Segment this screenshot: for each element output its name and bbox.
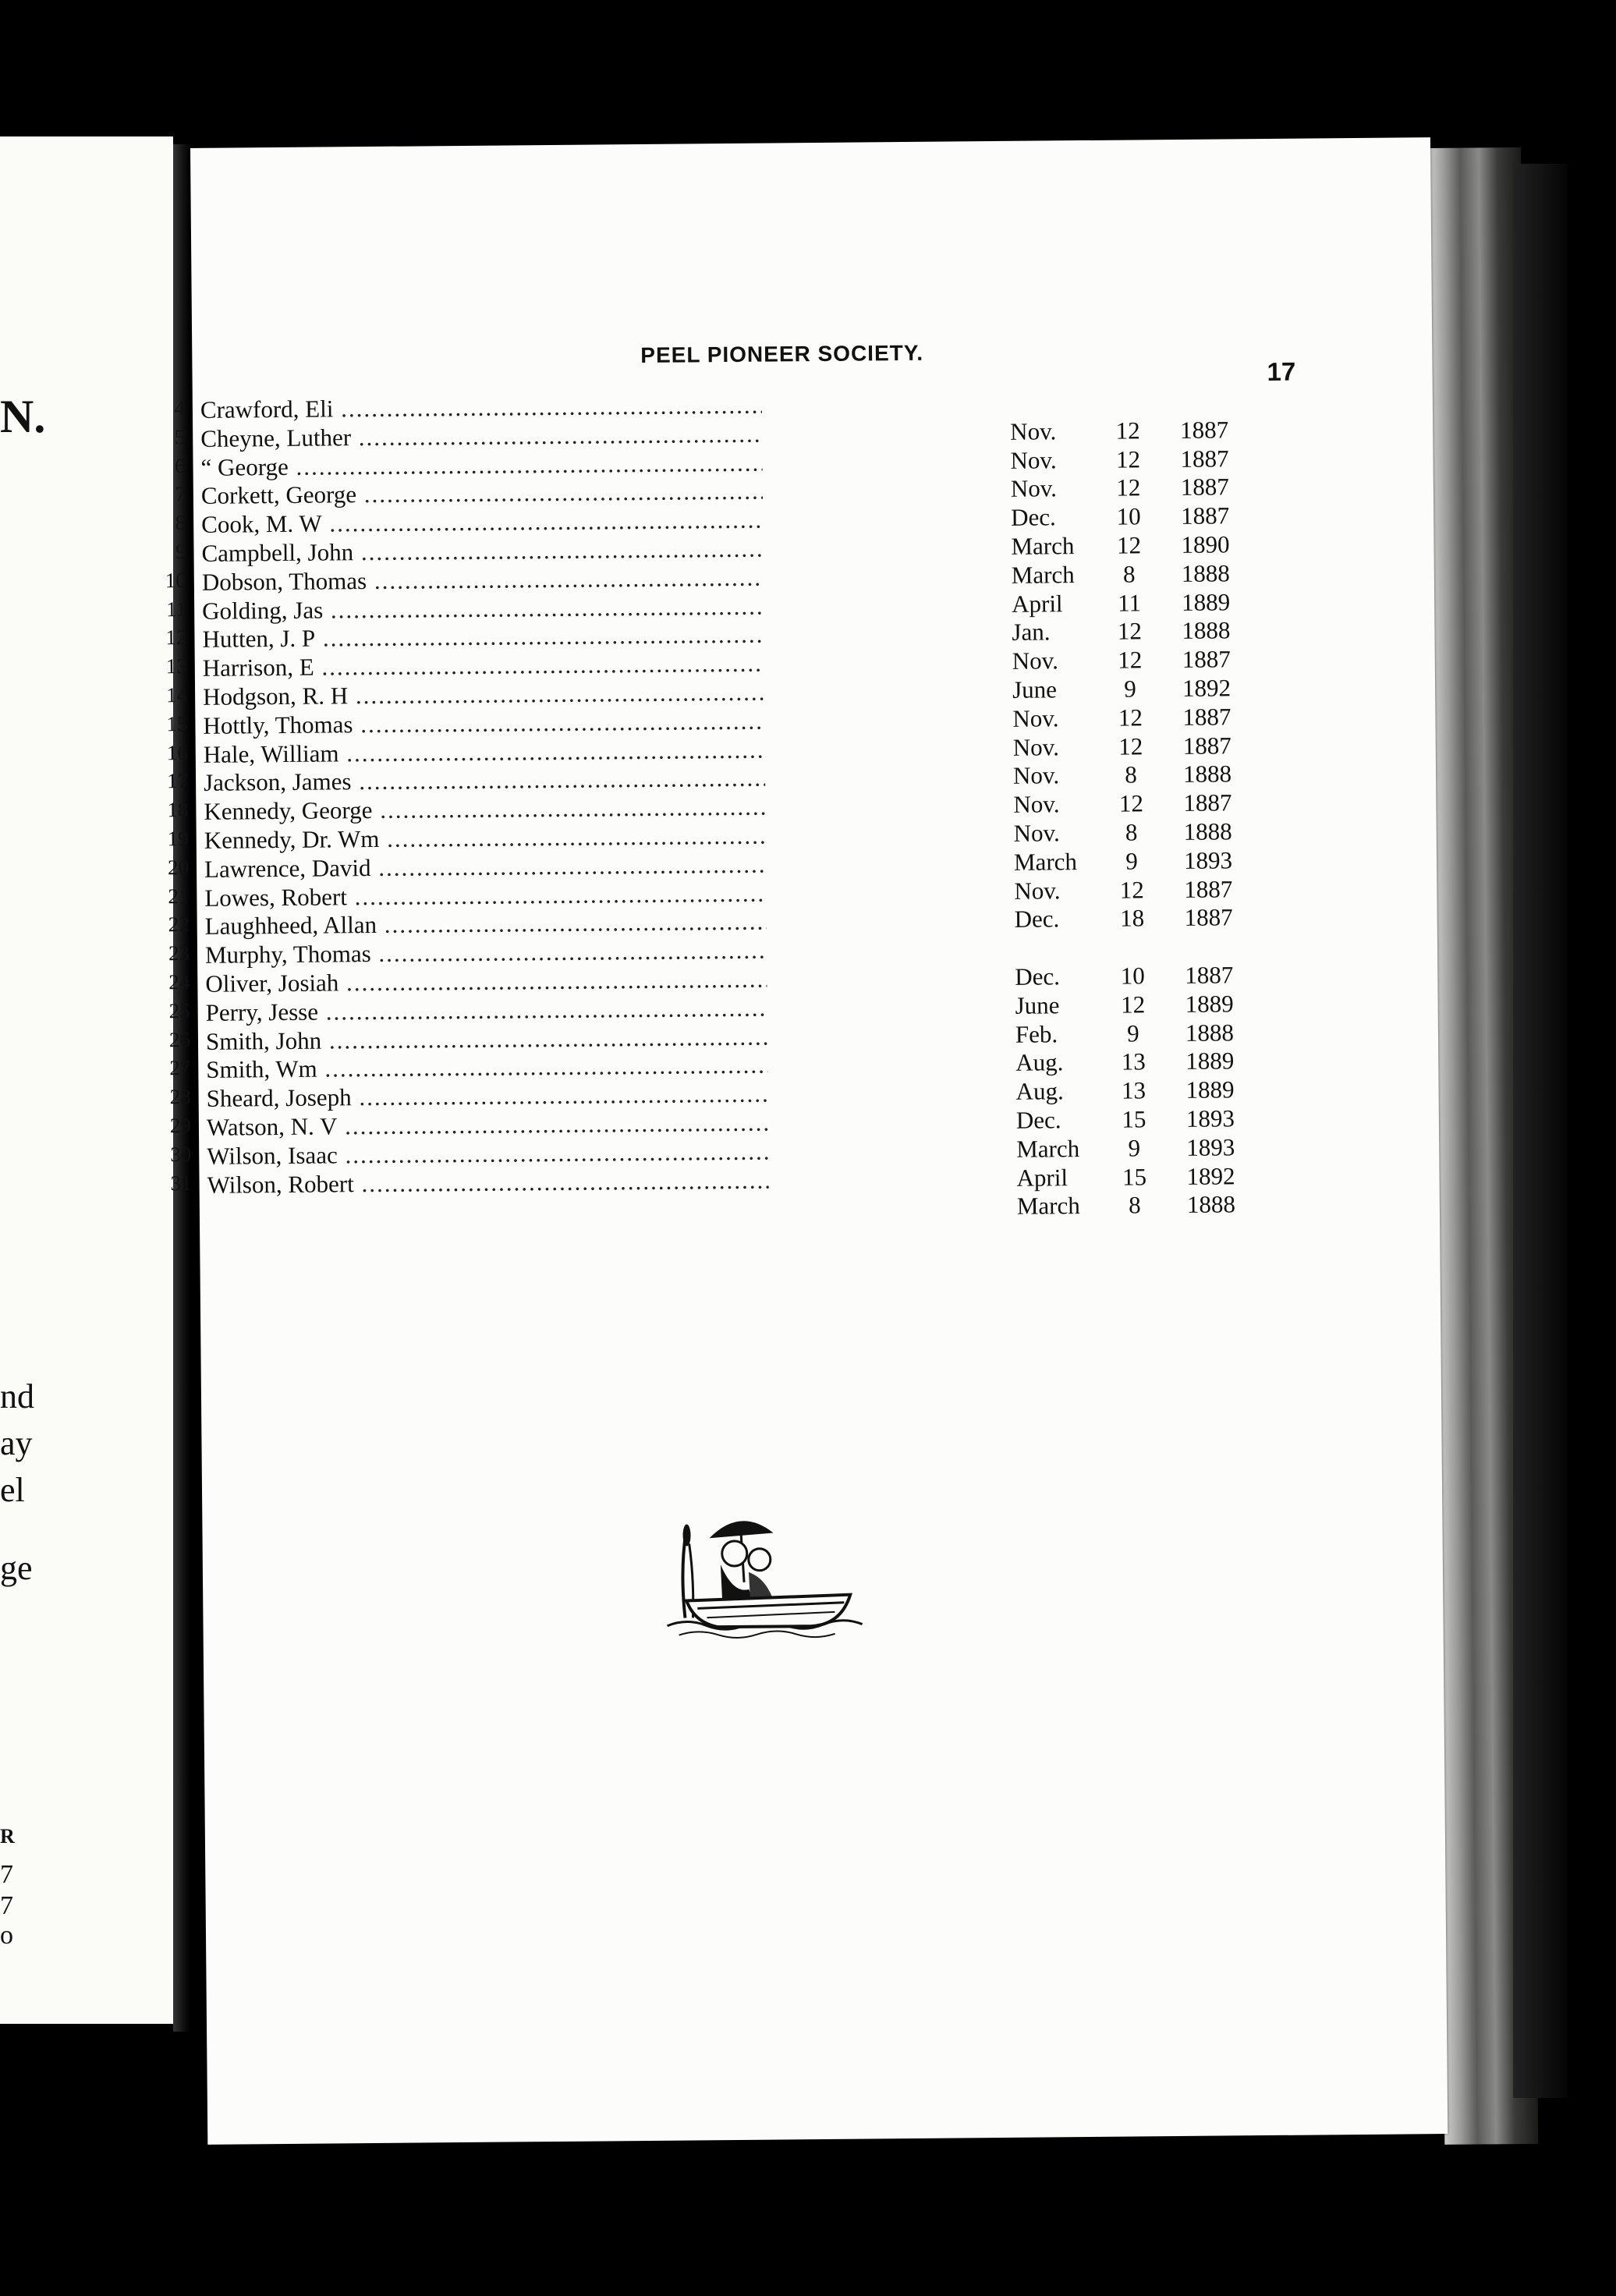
- roster-year: 1887: [1184, 903, 1233, 932]
- roster-num: 30: [170, 1142, 192, 1166]
- roster-day: 12: [1118, 703, 1143, 732]
- roster-num: 22: [168, 912, 190, 937]
- roster-num: 19: [167, 827, 189, 851]
- roster-num: 18: [167, 798, 189, 822]
- roster-day: 8: [1128, 1191, 1141, 1219]
- roster-day: 12: [1115, 445, 1141, 473]
- left-page-text: o: [0, 1921, 13, 1950]
- roster-year: 1887: [1185, 961, 1234, 989]
- roster-year: 1888: [1182, 760, 1232, 788]
- roster-month: June: [1015, 991, 1060, 1019]
- roster-name: Hale, William .....: [204, 735, 765, 768]
- roster-year: 1887: [1181, 501, 1230, 530]
- roster-month: Nov.: [1013, 819, 1060, 847]
- roster-month: Nov.: [1010, 474, 1058, 503]
- roster-num: 25: [168, 998, 190, 1023]
- roster-num: 13: [165, 654, 187, 679]
- roster-name: Murphy, Thomas .....: [205, 937, 767, 969]
- roster-num: 21: [168, 884, 190, 908]
- roster-num: 12: [165, 625, 187, 650]
- roster-day: 9: [1124, 675, 1136, 703]
- roster-name: Jackson, James .....: [204, 764, 765, 797]
- page-number: 17: [1267, 356, 1296, 386]
- member-roster: [152, 387, 1251, 1228]
- roster-day: 12: [1116, 473, 1141, 502]
- roster-num: 8: [175, 511, 186, 535]
- roster-year: 1890: [1181, 530, 1230, 558]
- roster-year: 1893: [1185, 1104, 1235, 1132]
- roster-year: 1887: [1183, 788, 1232, 817]
- roster-month: Jan.: [1012, 618, 1051, 647]
- roster-year: 1887: [1182, 645, 1231, 674]
- roster-year: 1888: [1186, 1190, 1236, 1219]
- roster-name: Smith, John .....: [206, 1022, 767, 1055]
- roster-day: 9: [1127, 1019, 1139, 1047]
- roster-year: 1887: [1184, 874, 1233, 903]
- roster-day: 13: [1121, 1076, 1146, 1104]
- roster-num: 26: [168, 1027, 191, 1051]
- roster-day: 9: [1125, 847, 1138, 875]
- left-page-text: R: [0, 1825, 15, 1848]
- roster-num: 31: [170, 1171, 192, 1195]
- left-page-text: 7: [0, 1860, 13, 1889]
- roster-day: 8: [1125, 818, 1138, 846]
- left-page-text: nd: [0, 1377, 34, 1416]
- roster-name: Cook, M. W .....: [201, 506, 763, 539]
- roster-year: 1887: [1180, 444, 1229, 473]
- book-cover-edge: [1513, 164, 1568, 2098]
- roster-day: 9: [1128, 1134, 1141, 1162]
- roster-year: 1888: [1182, 616, 1231, 645]
- roster-day: 12: [1118, 789, 1144, 817]
- roster-month: June: [1012, 675, 1058, 703]
- roster-month: Nov.: [1012, 732, 1060, 761]
- roster-month: Dec.: [1015, 1106, 1061, 1134]
- roster-name: “ George .....: [200, 448, 762, 481]
- roster-name: Golding, Jas .....: [202, 592, 764, 625]
- roster-year: 1892: [1186, 1161, 1235, 1190]
- roster-month: March: [1016, 1192, 1080, 1221]
- roster-month: Nov.: [1010, 417, 1057, 445]
- roster-name: Hutten, J. P .....: [202, 621, 764, 654]
- roster-name: Kennedy, Dr. Wm .....: [204, 822, 766, 855]
- roster-year: 1887: [1180, 473, 1229, 501]
- roster-year: 1889: [1185, 990, 1234, 1018]
- roster-month: March: [1013, 847, 1078, 876]
- left-page-fragment: [0, 136, 173, 2024]
- roster-day: 10: [1116, 502, 1141, 530]
- roster-name: Oliver, Josiah .....: [205, 966, 767, 998]
- roster-num: 28: [169, 1085, 191, 1109]
- roster-year: 1887: [1180, 416, 1229, 444]
- roster-day: 13: [1121, 1047, 1146, 1075]
- roster-day: 12: [1120, 990, 1146, 1019]
- roster-month: March: [1016, 1134, 1080, 1163]
- roster-year: 1892: [1182, 674, 1231, 702]
- roster-name: Cheyne, Luther .....: [200, 420, 762, 452]
- roster-name: Hottly, Thomas .....: [203, 707, 764, 739]
- roster-name: Wilson, Isaac .....: [207, 1137, 768, 1170]
- roster-name: Lowes, Robert .....: [204, 879, 766, 912]
- roster-year: 1887: [1182, 703, 1231, 731]
- roster-year: 1888: [1183, 817, 1232, 845]
- roster-day: 12: [1118, 646, 1143, 674]
- roster-name: Sheard, Joseph .....: [206, 1080, 767, 1113]
- roster-num: 29: [169, 1113, 192, 1138]
- roster-name: Watson, N. V .....: [207, 1109, 768, 1142]
- left-page-text: el: [0, 1471, 25, 1509]
- roster-name: Campbell, John .....: [201, 535, 763, 568]
- boat-children-vignette-icon: [662, 1508, 866, 1642]
- roster-month: March: [1011, 560, 1075, 589]
- roster-name: Dobson, Thomas .....: [202, 563, 764, 596]
- roster-num: 20: [167, 855, 190, 880]
- roster-num: 6: [174, 453, 186, 477]
- roster-month: Dec.: [1014, 905, 1060, 934]
- roster-num: 10: [165, 568, 186, 593]
- roster-year: 1889: [1185, 1047, 1235, 1075]
- roster-num: 7: [175, 482, 186, 506]
- roster-month: March: [1011, 532, 1075, 560]
- roster-month: Aug.: [1015, 1077, 1064, 1105]
- roster-day: 12: [1118, 732, 1143, 760]
- roster-month: Nov.: [1012, 647, 1059, 675]
- roster-num: 15: [166, 711, 188, 736]
- roster-num: 27: [169, 1056, 191, 1080]
- roster-name: Wilson, Robert .....: [207, 1166, 768, 1199]
- roster-month: Nov.: [1012, 704, 1059, 732]
- roster-num: 14: [165, 683, 188, 707]
- roster-day: 12: [1116, 531, 1142, 559]
- roster-name: Perry, Jesse .....: [206, 994, 767, 1026]
- roster-year: 1889: [1185, 1075, 1235, 1104]
- roster-num: 11: [166, 597, 187, 621]
- roster-month: Feb.: [1015, 1019, 1058, 1048]
- roster-name: Smith, Wm .....: [206, 1051, 767, 1084]
- roster-name: Lawrence, David .....: [204, 850, 766, 883]
- roster-name: Laughheed, Allan .....: [205, 908, 767, 941]
- roster-day: 12: [1119, 875, 1144, 904]
- roster-num: 9: [175, 540, 186, 564]
- roster-month: Nov.: [1010, 445, 1057, 474]
- roster-day: 15: [1122, 1162, 1147, 1191]
- roster-num: 5: [174, 424, 186, 448]
- running-header: PEEL PIONEER SOCIETY.: [640, 340, 924, 367]
- roster-day: 8: [1122, 560, 1136, 588]
- roster-day: 12: [1115, 416, 1140, 445]
- roster-num: 23: [168, 941, 190, 966]
- left-page-text: 7: [0, 1891, 13, 1920]
- roster-month: Nov.: [1012, 761, 1060, 790]
- roster-month: Dec.: [1015, 962, 1061, 990]
- roster-month: April: [1011, 589, 1063, 618]
- roster-year: 1893: [1186, 1133, 1235, 1161]
- roster-day: 10: [1120, 962, 1145, 990]
- roster-year: 1888: [1181, 559, 1230, 587]
- roster-day: 15: [1122, 1105, 1146, 1133]
- left-page-text: ay: [0, 1424, 33, 1462]
- roster-month: Nov.: [1013, 790, 1060, 818]
- roster-year: 1889: [1181, 587, 1231, 616]
- roster-year: 1888: [1185, 1018, 1235, 1047]
- roster-year: 1893: [1183, 846, 1233, 874]
- roster-month: Aug.: [1015, 1048, 1064, 1077]
- roster-month: Dec.: [1011, 503, 1056, 532]
- roster-day: 8: [1125, 760, 1137, 788]
- roster-name: Hodgson, R. H .....: [203, 679, 764, 711]
- roster-name: Corkett, George .....: [201, 477, 763, 510]
- left-page-text: N.: [0, 391, 46, 442]
- left-page-text: ge: [0, 1549, 33, 1587]
- roster-day: 18: [1120, 904, 1145, 932]
- roster-num: 24: [168, 969, 190, 994]
- boat-children-vignette-icon: [662, 1508, 866, 1646]
- roster-name: Kennedy, George .....: [204, 793, 765, 826]
- roster-day: 12: [1117, 617, 1143, 646]
- roster-day: 11: [1118, 588, 1142, 617]
- right-page: [165, 137, 1448, 2145]
- roster-num: 16: [166, 740, 188, 764]
- roster-name: Harrison, E .....: [203, 650, 764, 682]
- roster-year: 1887: [1182, 731, 1231, 760]
- roster-num: 17: [166, 769, 189, 793]
- roster-month: Nov.: [1014, 876, 1061, 905]
- roster-num: 4: [174, 396, 186, 420]
- roster-month: April: [1016, 1163, 1068, 1192]
- roster-name: Crawford, Eli .....: [200, 392, 762, 424]
